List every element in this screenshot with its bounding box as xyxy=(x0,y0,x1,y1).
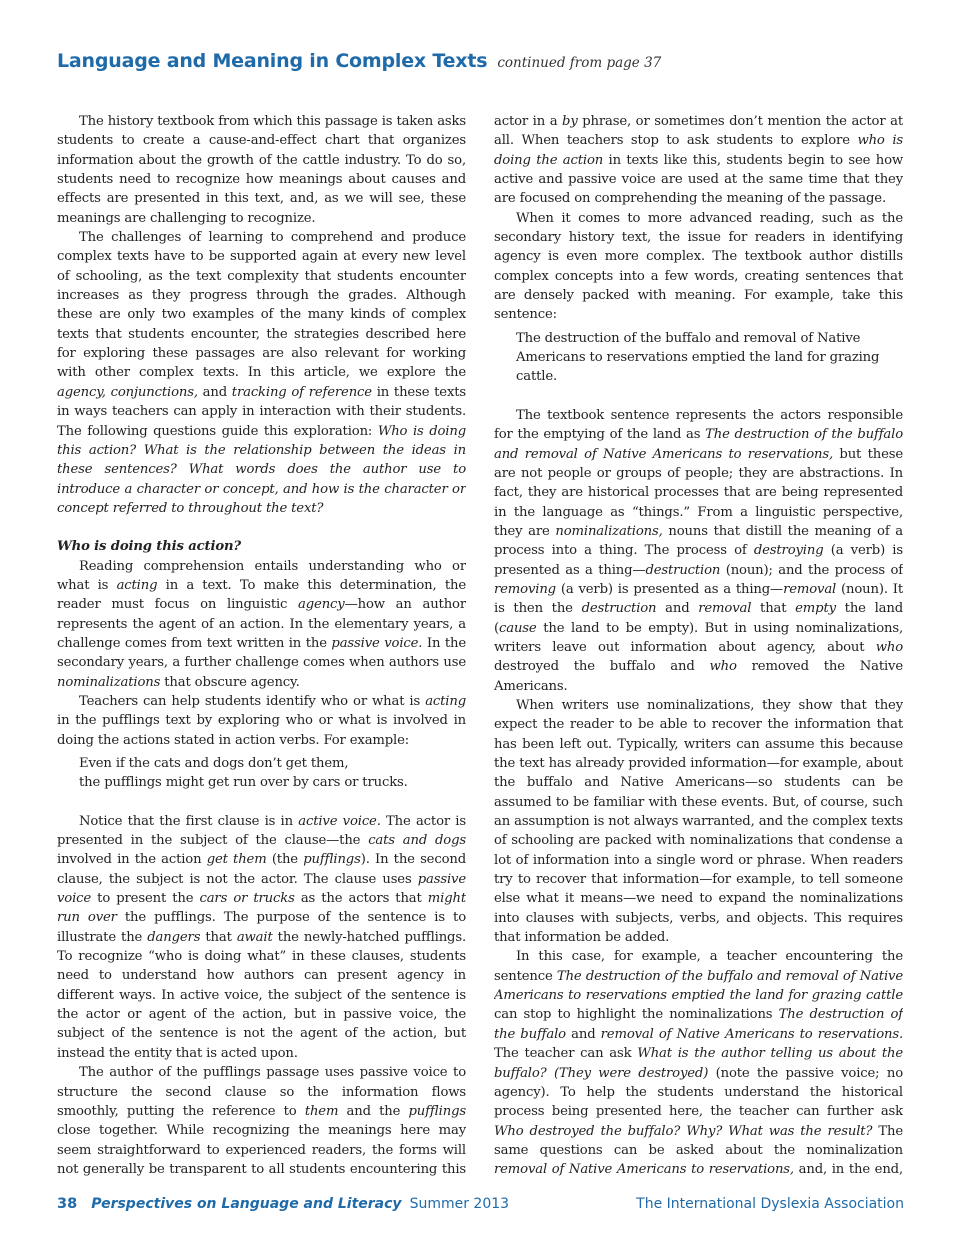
paragraph: The author of the pufflings passage uses passive voice to structure the second clause so the information flows smoothly, putting the reference to them and the pufflings close together. While recognizing the meanings here may seem straightforward to experienced readers, the forms will not generally be transparent to all students encountering this xyxy=(57,1065,466,1177)
paragraph: When writers use nominalizations, they show that they expect the reader to be able to recover the information that has been left out. Typically, writers can assume this because the text has already provided information—for example, about the buffalo and Native Americans—so students can be assumed to be familiar with these events. But, of course, such an assumption is not always warranted, and the complex texts of schooling are packed with nominalizations that condense a lot of information into a single word or phrase. When readers try to recover that information—for example, to tell someone else what it means—we need to expand the nominalizations into clauses with subjects, verbs, and objects. This requires that information be added. xyxy=(494,697,903,946)
left-column xyxy=(57,112,466,1182)
publication-title: Perspectives on Language and Literacy xyxy=(91,1196,402,1212)
page-number: 38 xyxy=(57,1196,78,1212)
paragraph: The textbook sentence represents the actors responsible for the emptying of the land as The destruction of the buffalo and removal of Native Americans to reservations, but these are not people or groups of people; they are abstractions. In fact, they are historical processes that are being represented in the language as “things.” From a linguistic perspective, they are nominalizations, nouns that distill the meaning of a process into a thing. The process of destroying (a verb) is presented as a thing—destruction (noun); and the process of removing (a verb) is presented as a thing—removal (noun). It is then the destruction and removal that empty the land (cause the land to be empty). But in using nominalizations, writers leave out information about agency, about who destroyed the buffalo and who removed the Native Americans. xyxy=(494,407,903,694)
quote-line: The destruction of the buffalo and removal of Native Americans to reservations emptied the land for grazing cattle. xyxy=(516,330,880,385)
example-quote xyxy=(516,329,903,387)
paragraph: In this case, for example, a teacher encountering the sentence The destruction of the buffalo and removal of Native Americans to reservations emptied the land for grazing cattle can stop to highlight the nominalizations The destruction of the buffalo and removal of Native Americans to reservations. The teacher can ask What is the author telling us about the buffalo? (They were destroyed) (note the passive voice; no agency). To help the students understand the historical process being presented here, the teacher can further ask Who destroyed the buffalo? Why? What was the result? The same questions can be asked about the nominalization removal of Native Americans to reservations, and, in the end, xyxy=(494,949,903,1178)
right-column xyxy=(494,112,903,1182)
paragraph: The history textbook from which this passage is taken asks students to create a cause-and-effect chart that organizes information about the growth of the cattle industry. To do so, students need to recognize how meanings about causes and effects are presented in this text, and, as we will see, these meanings are challenging to recognize. xyxy=(57,114,466,226)
section-heading: Who is doing this action? xyxy=(57,539,241,555)
paragraph: When it comes to more advanced reading, such as the secondary history text, the issue for readers in identifying agency is even more complex. The textbook author distills complex concepts into a few words, creating sentences that are densely packed with meaning. For example, take this sentence: xyxy=(494,210,903,323)
issue-season: Summer 2013 xyxy=(409,1196,510,1212)
paragraph: Teachers can help students identify who or what is acting in the pufflings text by exploring who or what is involved in doing the actions stated in action verbs. For example: xyxy=(57,693,466,748)
paragraph: Reading comprehension entails understanding who or what is acting in a text. To make this determination, the reader must focus on linguistic agency—how an author represents the agent of an action. In the elementary years, a challenge comes from text written in the passive voice. In the secondary years, a further challenge comes when authors use nominalizations that obscure agency. xyxy=(57,558,466,690)
quote-line: the pufflings might get run over by cars or trucks. xyxy=(79,775,408,791)
page-header xyxy=(57,50,907,84)
paragraph: Notice that the first clause is in active voice. The actor is presented in the subject of the clause—the cats and dogs involved in the action get them (the pufflings). In the second clause, the subject is not the actor. The clause uses passive voice to present the cars or trucks as the actors that might run over the pufflings. The purpose of the sentence is to illustrate the dangers that await the newly-hatched pufflings. To recognize “who is doing what” in these clauses, students need to understand how authors can present agency in different ways. In active voice, the subject of the sentence is the actor or agent of the action, but in passive voice, the subject of the sentence is not the agent of the action, but instead the entity that is acted upon. xyxy=(57,813,466,1061)
organization-name: The International Dyslexia Association xyxy=(636,1196,904,1212)
continued-note: continued from page 37 xyxy=(497,55,662,71)
page-footer xyxy=(57,1196,904,1222)
example-quote xyxy=(79,754,466,793)
paragraph: The challenges of learning to comprehend and produce complex texts have to be supported again at every new level of schooling, as the text complexity that students encounter increases as they progress through the grades. Although these are only two examples of the many kinds of complex texts that students encounter, the strategies described here for exploring these passages are also relevant for working with other complex texts. In this article, we explore the agency, conjunctions, and tracking of reference in these texts in ways teachers can apply in interaction with their students. The following questions guide this exploration: Who is doing this action? What is the relationship between the ideas in these sentences? What words does the author use to introduce a character or concept, and how is the character or concept referred to throughout the text? xyxy=(57,230,466,516)
paragraph: actor in a by phrase, or sometimes don’t mention the actor at all. When teachers stop to ask students to explore who is doing the action in texts like this, students begin to see how active and passive voice are used at the same time that they are focused on comprehending the meaning of the passage. xyxy=(494,114,903,207)
article-title: Language and Meaning in Complex Texts xyxy=(57,50,488,72)
quote-line: Even if the cats and dogs don’t get them, xyxy=(79,756,349,771)
